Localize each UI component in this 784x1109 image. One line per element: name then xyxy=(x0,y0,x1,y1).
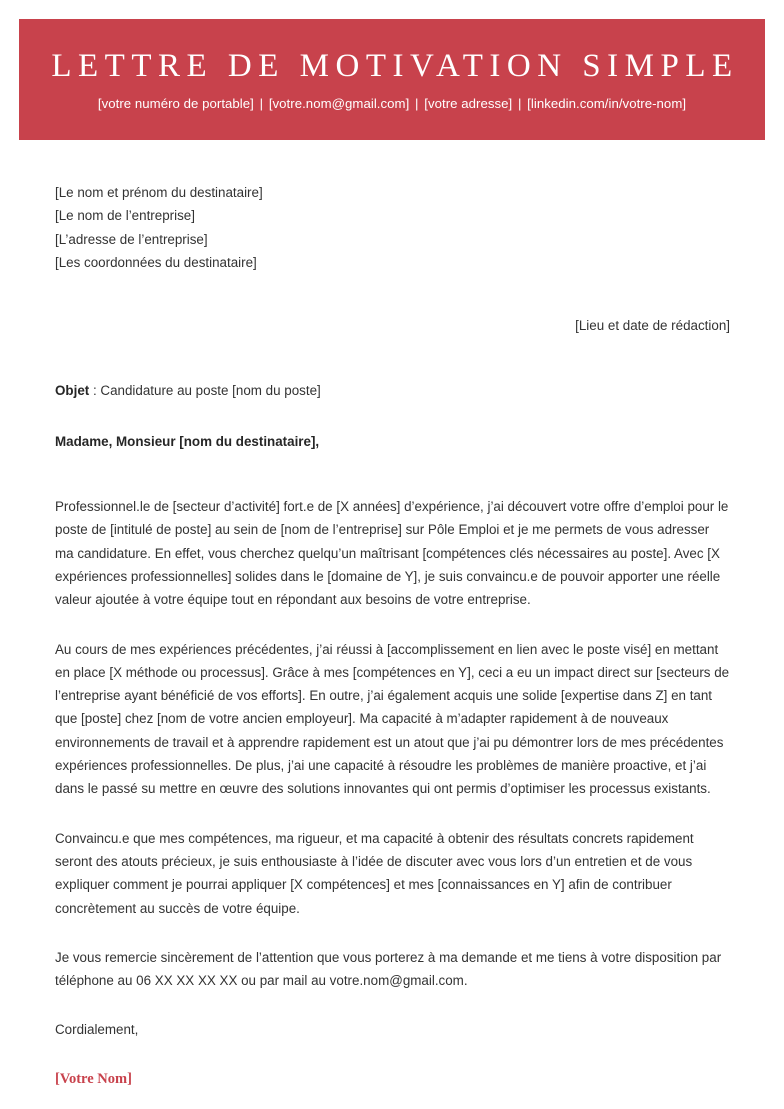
recipient-line-company: [Le nom de l’entreprise] xyxy=(55,208,195,224)
body-paragraph-2: Au cours de mes expériences précédentes, j’ai réussi à [accomplissement en lien avec le poste visé] en mettant en place [X méthode ou processus]. Grâce à mes [compétences en Y], ceci a eu un impact direct sur [secteurs de l’entreprise ayant bénéficié de vos efforts]. En outre, j’ai également acquis une solide [expertise dans Z] en tant que [poste] chez [nom de votre ancien employeur]. Ma capacité à m’adapter rapidement à de nouveaux environnements de travail et à apprendre rapidement est un atout que j’ai pu démontrer lors de mes précédentes expériences professionnelles. De plus, j’ai une capacité à résoudre les problèmes de manière proactive, et j’ai dans le passé su mettre en œuvre des solutions innovantes qui ont permis d’optimiser les processus existants. xyxy=(55,641,730,797)
place-and-date-line: [Lieu et date de rédaction] xyxy=(575,318,730,334)
signature-name: [Votre Nom] xyxy=(55,1070,132,1087)
salutation-line: Madame, Monsieur [nom du destinataire], xyxy=(55,433,320,449)
recipient-line-address: [L’adresse de l’entreprise] xyxy=(55,231,208,247)
contact-email: [votre.nom@gmail.com] xyxy=(268,96,410,112)
subject-line xyxy=(55,379,730,402)
contact-info-line xyxy=(98,96,686,111)
recipient-line-contact: [Les coordonnées du destinataire] xyxy=(55,254,257,270)
page-title: LETTRE DE MOTIVATION SIMPLE xyxy=(51,47,739,84)
subject-label: Objet xyxy=(55,383,90,399)
contact-separator-3: | xyxy=(517,96,522,112)
body-paragraph-3: Convaincu.e que mes compétences, ma rigueur, et ma capacité à obtenir des résultats concrets rapidement seront des atouts précieux, je suis enthousiaste à l’idée de discuter avec vous lors d’un entretien et de vous expliquer comment je pourrai appliquer [X compétences] et mes [connaissances en Y] afin de contribuer concrètement au succès de votre équipe. xyxy=(55,830,694,916)
body-paragraph-4: Je vous remercie sincèrement de l’attention que vous porterez à ma demande et me tiens à votre disposition par téléphone au 06 XX XX XX XX ou par mail au votre.nom@gmail.com. xyxy=(55,949,722,989)
recipient-block xyxy=(55,181,730,274)
closing-line: Cordialement, xyxy=(55,1022,139,1038)
contact-linkedin: [linkedin.com/in/votre-nom] xyxy=(527,96,687,112)
contact-separator-1: | xyxy=(259,96,264,112)
recipient-line-name: [Le nom et prénom du destinataire] xyxy=(55,185,263,200)
body-paragraph-1: Professionnel.le de [secteur d’activité] fort.e de [X années] d’expérience, j’ai découvert votre offre d’emploi pour le poste de [intitulé de poste] au sein de [nom de l’entreprise] sur Pôle Emploi et je me permets de vous adresser ma candidature. En effet, vous cherchez quelqu’un maîtrisant [compétences clés nécessaires au poste]. Avec [X expériences professionnelles] solides dans le [domaine de Y], je suis convaincu.e de pouvoir apporter une réelle valeur ajoutée à votre équipe tout en répondant aux besoins de votre entreprise. xyxy=(55,499,729,608)
letter-body xyxy=(55,181,730,1091)
contact-address: [votre adresse] xyxy=(424,96,513,112)
letter-header-band xyxy=(19,19,765,140)
contact-phone: [votre numéro de portable] xyxy=(97,96,254,112)
contact-separator-2: | xyxy=(415,96,419,112)
subject-text: : Candidature au poste [nom du poste] xyxy=(89,383,321,399)
